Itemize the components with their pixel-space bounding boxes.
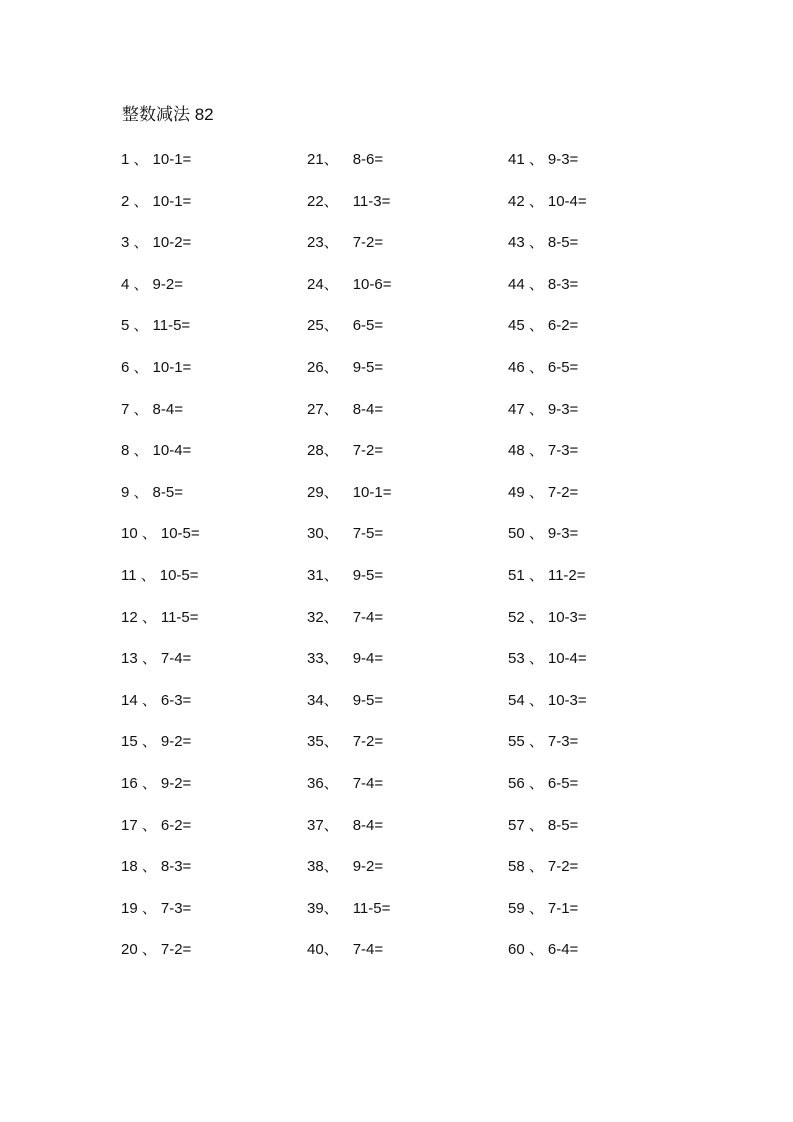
problem-number: 58 、 xyxy=(508,858,544,876)
problem-item xyxy=(307,940,507,982)
problem-number: 37、 xyxy=(307,816,339,834)
problem-expression: 9-3= xyxy=(547,400,579,418)
problem-number: 17 、 xyxy=(121,816,157,834)
problem-number: 59 、 xyxy=(508,899,544,917)
problem-item xyxy=(121,857,321,899)
problem-item xyxy=(121,940,321,982)
problem-number: 51 、 xyxy=(508,566,544,584)
problem-number: 8 、 xyxy=(121,442,149,460)
problem-expression: 10-1= xyxy=(152,192,192,210)
problem-expression: 10-1= xyxy=(352,483,392,501)
problem-item xyxy=(508,192,708,234)
problem-item xyxy=(508,441,708,483)
problem-item xyxy=(307,150,507,192)
problem-item xyxy=(307,233,507,275)
problem-item xyxy=(508,358,708,400)
problem-item xyxy=(121,150,321,192)
problem-number: 21、 xyxy=(307,151,339,168)
problem-item xyxy=(508,483,708,525)
problem-number: 36、 xyxy=(307,774,339,792)
problem-expression: 11-5= xyxy=(152,317,191,335)
problem-item xyxy=(307,732,507,774)
problem-number: 55 、 xyxy=(508,733,544,751)
problem-number: 18 、 xyxy=(121,858,157,876)
problem-expression: 6-2= xyxy=(547,317,579,335)
problem-expression: 7-3= xyxy=(160,899,192,917)
problem-expression: 8-4= xyxy=(352,816,384,834)
problem-expression: 8-4= xyxy=(152,400,183,418)
problem-number: 2 、 xyxy=(121,192,149,210)
problem-number: 12 、 xyxy=(121,608,157,626)
problem-number: 42 、 xyxy=(508,192,544,210)
problem-number: 50 、 xyxy=(508,525,544,543)
problem-item xyxy=(307,816,507,858)
problem-item xyxy=(121,816,321,858)
problem-number: 54 、 xyxy=(508,691,544,709)
problem-item xyxy=(121,316,321,358)
problem-expression: 10-3= xyxy=(547,608,587,626)
problem-expression: 10-5= xyxy=(159,566,199,584)
problem-item xyxy=(307,774,507,816)
problem-number: 30、 xyxy=(307,525,339,543)
problem-item xyxy=(307,483,507,525)
problem-item xyxy=(121,899,321,941)
problem-number: 15 、 xyxy=(121,733,157,751)
problem-number: 4 、 xyxy=(121,275,149,293)
problem-number: 23、 xyxy=(307,234,339,252)
problem-number: 57 、 xyxy=(508,816,544,834)
problem-expression: 9-5= xyxy=(352,691,384,709)
problem-item xyxy=(307,608,507,650)
problem-number: 28、 xyxy=(307,442,339,460)
problem-number: 39、 xyxy=(307,899,339,917)
problem-expression: 10-4= xyxy=(152,442,192,460)
problem-number: 48 、 xyxy=(508,442,544,460)
problem-number: 46 、 xyxy=(508,358,544,376)
problem-item xyxy=(508,524,708,566)
problem-expression: 7-2= xyxy=(352,234,384,252)
problem-number: 29、 xyxy=(307,483,339,501)
problem-item xyxy=(121,732,321,774)
problem-number: 43 、 xyxy=(508,234,544,252)
problem-expression: 7-2= xyxy=(547,483,579,501)
problem-number: 24、 xyxy=(307,275,339,293)
problem-number: 22、 xyxy=(307,192,339,210)
problem-expression: 10-2= xyxy=(152,234,192,252)
problem-item xyxy=(307,899,507,941)
problem-number: 32、 xyxy=(307,608,339,626)
problem-item xyxy=(121,649,321,691)
problem-item xyxy=(307,441,507,483)
problem-expression: 8-4= xyxy=(352,400,384,418)
problem-expression: 7-3= xyxy=(547,733,579,751)
problem-column-1 xyxy=(121,150,321,982)
problem-item xyxy=(121,774,321,816)
problem-item xyxy=(307,316,507,358)
problem-expression: 10-3= xyxy=(547,691,587,709)
problem-number: 34、 xyxy=(307,691,339,709)
problem-number: 49 、 xyxy=(508,483,544,501)
problem-item xyxy=(121,483,321,525)
problem-expression: 10-5= xyxy=(160,525,200,543)
problem-expression: 10-1= xyxy=(152,358,192,376)
problem-expression: 8-5= xyxy=(152,483,183,501)
problem-expression: 9-3= xyxy=(547,151,579,168)
problem-expression: 11-2= xyxy=(547,566,586,584)
problem-expression: 8-5= xyxy=(547,816,579,834)
problem-item xyxy=(121,275,321,317)
problem-number: 45 、 xyxy=(508,317,544,335)
problem-number: 19 、 xyxy=(121,899,157,917)
problem-column-3 xyxy=(508,150,708,982)
problem-number: 40、 xyxy=(307,941,339,959)
problem-expression: 9-3= xyxy=(547,525,579,543)
problem-number: 20 、 xyxy=(121,941,157,959)
problem-number: 53 、 xyxy=(508,650,544,668)
problem-item xyxy=(508,940,708,982)
problem-expression: 6-2= xyxy=(160,816,192,834)
problem-column-2 xyxy=(307,150,507,982)
problem-expression: 6-3= xyxy=(160,691,192,709)
problem-number: 13 、 xyxy=(121,650,157,668)
problem-number: 3 、 xyxy=(121,234,149,252)
problem-expression: 7-2= xyxy=(352,442,384,460)
problem-expression: 7-1= xyxy=(547,899,579,917)
problem-item xyxy=(508,899,708,941)
problem-item xyxy=(307,275,507,317)
problem-number: 60 、 xyxy=(508,941,544,959)
problem-item xyxy=(307,358,507,400)
problem-number: 44 、 xyxy=(508,275,544,293)
problem-expression: 7-5= xyxy=(352,525,384,543)
problem-expression: 11-3= xyxy=(352,192,391,210)
problem-item xyxy=(508,150,708,192)
problem-number: 52 、 xyxy=(508,608,544,626)
problem-item xyxy=(508,774,708,816)
problem-number: 11 、 xyxy=(121,566,156,584)
problem-number: 5 、 xyxy=(121,317,149,335)
problem-item xyxy=(121,400,321,442)
problem-item xyxy=(508,233,708,275)
problem-expression: 9-5= xyxy=(352,358,384,376)
problem-item xyxy=(307,192,507,234)
problem-number: 25、 xyxy=(307,317,339,335)
problem-expression: 7-4= xyxy=(352,608,384,626)
problem-expression: 9-2= xyxy=(352,858,384,876)
problem-item xyxy=(307,649,507,691)
problem-number: 16 、 xyxy=(121,774,157,792)
problem-expression: 11-5= xyxy=(160,608,199,626)
problem-number: 10 、 xyxy=(121,525,157,543)
problem-expression: 8-3= xyxy=(160,858,192,876)
problem-item xyxy=(121,524,321,566)
problem-item xyxy=(508,691,708,733)
problem-item xyxy=(508,732,708,774)
problem-item xyxy=(508,816,708,858)
problem-number: 56 、 xyxy=(508,774,544,792)
problem-expression: 7-4= xyxy=(352,774,384,792)
problem-item xyxy=(508,316,708,358)
problem-expression: 6-5= xyxy=(547,774,579,792)
problem-number: 41 、 xyxy=(508,151,544,168)
problem-number: 9 、 xyxy=(121,483,149,501)
problem-item xyxy=(307,524,507,566)
problem-expression: 7-4= xyxy=(352,941,384,959)
problem-item xyxy=(508,275,708,317)
problem-item xyxy=(121,566,321,608)
problem-expression: 8-5= xyxy=(547,234,579,252)
problem-item xyxy=(121,358,321,400)
problem-expression: 6-5= xyxy=(352,317,384,335)
problem-expression: 7-2= xyxy=(160,941,192,959)
problem-item xyxy=(121,691,321,733)
problem-item xyxy=(121,192,321,234)
problem-item xyxy=(121,441,321,483)
problem-number: 7 、 xyxy=(121,400,149,418)
problem-expression: 10-6= xyxy=(352,275,392,293)
problem-number: 27、 xyxy=(307,400,339,418)
problem-expression: 7-2= xyxy=(547,858,579,876)
problem-item xyxy=(307,400,507,442)
problem-item xyxy=(508,857,708,899)
problem-expression: 10-4= xyxy=(547,650,587,668)
problem-expression: 7-3= xyxy=(547,442,579,460)
problem-number: 38、 xyxy=(307,858,339,876)
problem-expression: 9-2= xyxy=(152,275,183,293)
problem-number: 31、 xyxy=(307,566,339,584)
problem-number: 47 、 xyxy=(508,400,544,418)
problem-expression: 10-4= xyxy=(547,192,587,210)
problem-expression: 9-2= xyxy=(160,774,192,792)
problem-number: 35、 xyxy=(307,733,339,751)
problem-item xyxy=(307,566,507,608)
problem-item xyxy=(121,233,321,275)
problem-number: 1 、 xyxy=(121,151,149,168)
problem-expression: 8-3= xyxy=(547,275,579,293)
problem-item xyxy=(508,608,708,650)
problem-item xyxy=(508,566,708,608)
problem-expression: 9-5= xyxy=(352,566,384,584)
problem-number: 6 、 xyxy=(121,358,149,376)
problem-number: 26、 xyxy=(307,358,339,376)
problem-expression: 10-1= xyxy=(152,151,192,168)
problem-item xyxy=(508,649,708,691)
problem-item xyxy=(307,857,507,899)
problem-item xyxy=(307,691,507,733)
problem-expression: 9-4= xyxy=(352,650,384,668)
problem-number: 33、 xyxy=(307,650,339,668)
problem-expression: 11-5= xyxy=(352,899,391,917)
problem-expression: 6-5= xyxy=(547,358,579,376)
problem-number: 14 、 xyxy=(121,691,157,709)
problem-expression: 7-4= xyxy=(160,650,192,668)
problem-item xyxy=(508,400,708,442)
problem-expression: 8-6= xyxy=(352,151,384,168)
problem-expression: 9-2= xyxy=(160,733,192,751)
problem-item xyxy=(121,608,321,650)
problem-expression: 7-2= xyxy=(352,733,384,751)
problem-expression: 6-4= xyxy=(547,941,579,959)
page-title: 整数减法 82 xyxy=(122,105,214,124)
